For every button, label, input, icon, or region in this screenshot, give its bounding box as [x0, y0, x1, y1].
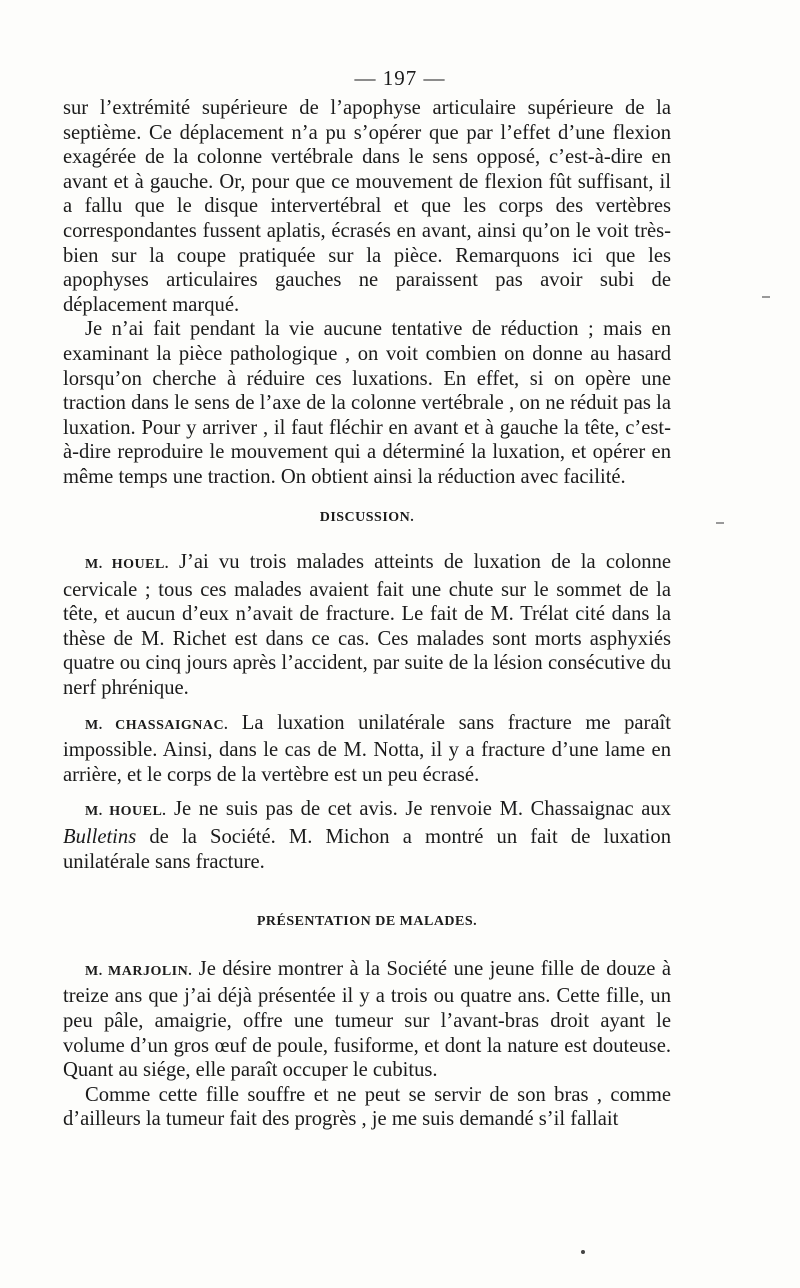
discussion-entry-houel-2: [63, 797, 671, 874]
presentation-continuation: Comme cette fille souffre et ne peut se servir de son bras , comme d’ailleurs la tumeur fait des progrès , je me suis demandé s’il fallait: [63, 1083, 671, 1131]
discussion-heading: DISCUSSION.: [319, 509, 415, 525]
paragraph-reduction: Je n’ai fait pendant la vie aucune tentative de réduction ; mais en examinant la pièce pathologique , on voit combien on donne au hasard lorsqu’on cherche à réduire ces luxations. En effet, si on opère une traction dans le sens de l’axe de la colonne vertébrale , on ne réduit pas la luxation. Pour y arriver , il faut fléchir en avant et à gauche la tête, c’est-à-dire reproduire le mouvement qui a déterminé la luxation, et opérer en même temps une traction. On obtient ainsi la réduction avec facilité.: [63, 318, 671, 488]
margin-mark: [762, 296, 770, 298]
speaker-name: M. CHASSAIGNAC.: [85, 717, 229, 733]
speech-text: Je désire montrer à la Société une jeune fille de douze à treize ans que j’ai déjà présentée il y a trois ou quatre ans. Cette fille, un peu pâle, amaigrie, offre une tumeur sur l’avant-bras droit ayant le volume d’un gros œuf de poule, fusiforme, et dont la nature est douteuse. Quant au siége, elle paraît occuper le cubitus.: [63, 957, 671, 1082]
speech-text-continued: de la Société. M. Michon a montré un fait de luxation unilatérale sans fracture.: [63, 826, 671, 873]
discussion-entry-houel-1: [63, 550, 671, 701]
bulletins-title: Bulletins: [63, 826, 137, 849]
speech-text: J’ai vu trois malades atteints de luxation de la colonne cervicale ; tous ces malades avaient fait une chute sur le sommet de la tête, et aucun d’eux n’avait de fracture. Le fait de M. Trélat cité dans la thèse de M. Richet est dans ce cas. Ces malades sont morts asphyxiés quatre ou cinq jours après l’accident, par suite de la lésion consécutive du nerf phrénique.: [63, 551, 672, 700]
ink-speck: [581, 1250, 585, 1254]
speech-text: La luxation unilatérale sans fracture me paraît impossible. Ainsi, dans le cas de M. Notta, il y a fracture d’une lame en arrière, et le corps de la vertèbre est un peu écrasé.: [63, 711, 671, 786]
presentation-heading: PRÉSENTATION DE MALADES.: [256, 914, 478, 930]
paragraph-continued: sur l’extrémité supérieure de l’apophyse articulaire supérieure de la septième. Ce déplacement n’a pu s’opérer que par l’effet d’une flexion exagérée de la colonne vertébrale dans le sens opposé, c’est-à-dire en avant et à gauche. Or, pour que ce mouvement de flexion fût suffisant, il a fallu que le disque intervertébral et que les corps des vertèbres correspondantes fussent aplatis, écrasés en avant, ainsi qu’on le voit très-bien sur la coupe pratiquée sur la pièce. Remarquons ici que les apophyses articulaires gauches ne paraissent pas avoir subi de déplacement marqué.: [63, 97, 671, 316]
speaker-name: M. HOUEL.: [85, 804, 167, 820]
page-number: — 197 —: [354, 66, 446, 90]
speaker-name: M. MARJOLIN.: [85, 963, 193, 979]
page-body: [63, 96, 671, 1132]
speaker-name: M. HOUEL.: [85, 557, 169, 573]
discussion-entry-chassaignac: [63, 711, 671, 788]
presentation-entry-marjolin: [63, 957, 671, 1083]
margin-mark: [716, 522, 724, 524]
speech-text: Je ne suis pas de cet avis. Je renvoie M. Chassaignac aux: [166, 798, 672, 821]
